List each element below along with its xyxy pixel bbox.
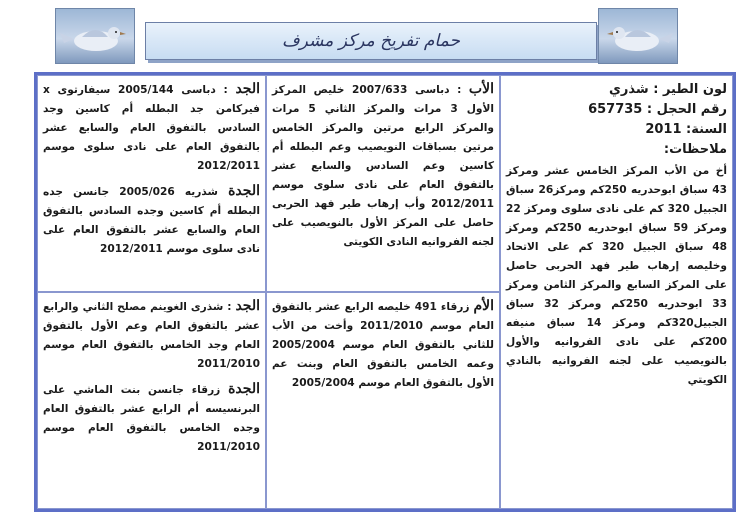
grandmother-mother-text: زرقاء جانسن بنت الماشي على البرنسيسه أم الرابع عشر بالتفوق العام وجده الخامس بالتفوق العام موسم 2011/2010 (43, 384, 260, 453)
bird-info-cell (500, 75, 733, 509)
notes-text: أخ من الأب المركز الخامس عشر ومركز 43 سباق ابوحدريه 250كم ومركز26 سباق الجبيل 320 كم على نادى سلوى ومركز 22 ومركز 59 سباق ابوحدريه 250كم ومركز 48 سباق الجبيل 320 كم على الاتحاد وخليصه إرهاب طير فهد الحربى حاصل على المركز السابع والمركز الثامن ومركز 33 ابوحدريه 250كم ومركز 32 سباق الجبيل320كم ومركز 14 سباق منيفه 200كم على نادى الفروانيه والأول بالنويصيب على لجنه الفروانيه بالنادي الكويتي (506, 165, 727, 386)
pigeon-image-left (55, 8, 135, 64)
pigeon-image-right (598, 8, 678, 64)
grandfather-father-cell (37, 75, 266, 292)
father-text: : دباسى 2007/633 خليص المركز الأول 3 مرات والمركز الثاني 5 مرات والمركز الرابع مرتين والمركز الخامس مرتين بسباقات النويصيب وعم البطله أم كاسين وعم السادس والسابع عشر بالتفوق العام على نادى سلوى موسم 2012/2011 وأب إرهاب طير فهد الحربى حاصل على المركز الأول بالنويصيب على لجنه الفروانيه النادى الكويتى (272, 84, 494, 248)
mother-heading: الأم (473, 298, 494, 314)
father-heading: الأب (468, 81, 494, 97)
header (0, 0, 750, 72)
grandmother-father-text: شذريه 2005/026 جانسن جده البطله أم كاسين وجده السادس بالتفوق العام والسابع عشر بالتفوق العام على نادى سلوى موسم 2012/2011 (43, 186, 260, 255)
bird-year: السنة: 2011 (645, 122, 727, 137)
grandmother-mother-heading: الجدة (228, 381, 260, 397)
notes-label: ملاحظات: (663, 142, 727, 157)
pigeon-icon (599, 9, 677, 63)
pedigree-frame (34, 72, 736, 512)
page-title: حمام تفريخ مركز مشرف (145, 22, 597, 60)
pigeon-icon (56, 9, 134, 63)
bird-color: لون الطير : شذري (609, 82, 727, 97)
grandparents-mother-cell (37, 292, 266, 509)
bird-ring-number: رقم الحجل : 657735 (588, 102, 727, 117)
mother-text: زرقاء 491 خليصه الرابع عشر بالتفوق العام موسم 2011/2010 وأخت من الأب للثاني بالتفوق العام موسم 2005/2004 وعمه الخامس بالتفوق العام وبنت عم الأول بالتفوق العام موسم 2005/2004 (272, 301, 495, 389)
grandfather-father-heading: الجد (235, 81, 260, 97)
grandfather-mother-text: : شذرى الغوينم مصلح الثاني والرابع عشر بالتفوق العام وعم الأول بالتفوق العام وجد الخامس بالتفوق العام موسم 2011/2010 (43, 301, 260, 370)
grandmother-father-heading: الجدة (228, 183, 260, 199)
grandfather-mother-heading: الجد (235, 298, 260, 314)
father-cell (266, 75, 500, 292)
mother-cell (266, 292, 500, 509)
grandfather-father-text: : دباسى 2005/144 سيفارتوى x فيركامن جد البطله أم كاسين وجد السادس بالتفوق العام والسابع عشر بالتفوق العام على نادى سلوى موسم 2012/2011 (43, 84, 260, 172)
